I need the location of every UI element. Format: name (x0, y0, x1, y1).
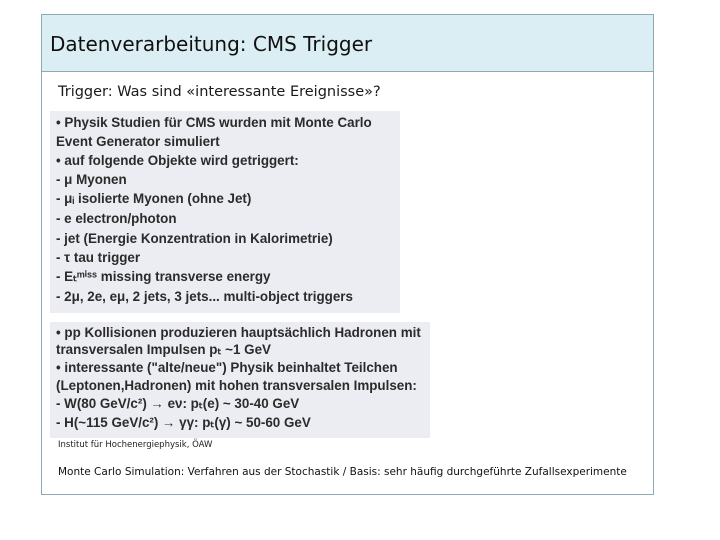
footer-note: Monte Carlo Simulation: Verfahren aus der Stochastik / Basis: sehr häufig durchgeführte Zufallsexperimente (58, 466, 627, 478)
panel2-line-6: - H(~115 GeV/c²) → γγ: pₜ(γ) ~ 50-60 GeV (56, 415, 311, 430)
panel1-line-2: Event Generator simuliert (56, 134, 220, 149)
panel1-line-4: - μ Myonen (56, 172, 127, 187)
panel2-line-5: - W(80 GeV/c²) → eν: pₜ(e) ~ 30-40 GeV (56, 396, 300, 411)
slide-frame (41, 14, 654, 495)
trigger-objects-image (50, 111, 400, 313)
panel1-line-3: • auf folgende Objekte wird getriggert: (56, 153, 299, 168)
slide-subtitle: Trigger: Was sind «interessante Ereignisse»? (58, 84, 381, 100)
panel2-line-3: • interessante ("alte/neue") Physik beinhaltet Teilchen (56, 360, 398, 375)
hadron-collisions-image (50, 322, 430, 438)
panel1-line-10: - 2μ, 2e, eμ, 2 jets, 3 jets... multi-object triggers (56, 289, 353, 304)
panel1-line-6: - e electron/photon (56, 211, 177, 226)
title-bar (42, 15, 653, 72)
panel2-line-1: • pp Kollisionen produzieren hauptsächlich Hadronen mit (56, 325, 421, 340)
panel1-line-9: - Eₜᵐⁱˢˢ missing transverse energy (56, 269, 271, 284)
panel1-line-8: - τ tau trigger (56, 250, 141, 265)
institute-caption: Institut für Hochenergiephysik, ÖAW (58, 440, 213, 450)
slide-title: Datenverarbeitung: CMS Trigger (50, 32, 373, 56)
panel1-line-1: • Physik Studien für CMS wurden mit Monte Carlo (56, 115, 372, 130)
panel1-line-5: - μᵢ isolierte Myonen (ohne Jet) (56, 191, 252, 206)
panel1-line-7: - jet (Energie Konzentration in Kalorimetrie) (56, 231, 333, 246)
panel2-line-4: (Leptonen,Hadronen) mit hohen transversalen Impulsen: (56, 378, 417, 393)
panel2-line-2: transversalen Impulsen pₜ ~1 GeV (56, 342, 271, 357)
